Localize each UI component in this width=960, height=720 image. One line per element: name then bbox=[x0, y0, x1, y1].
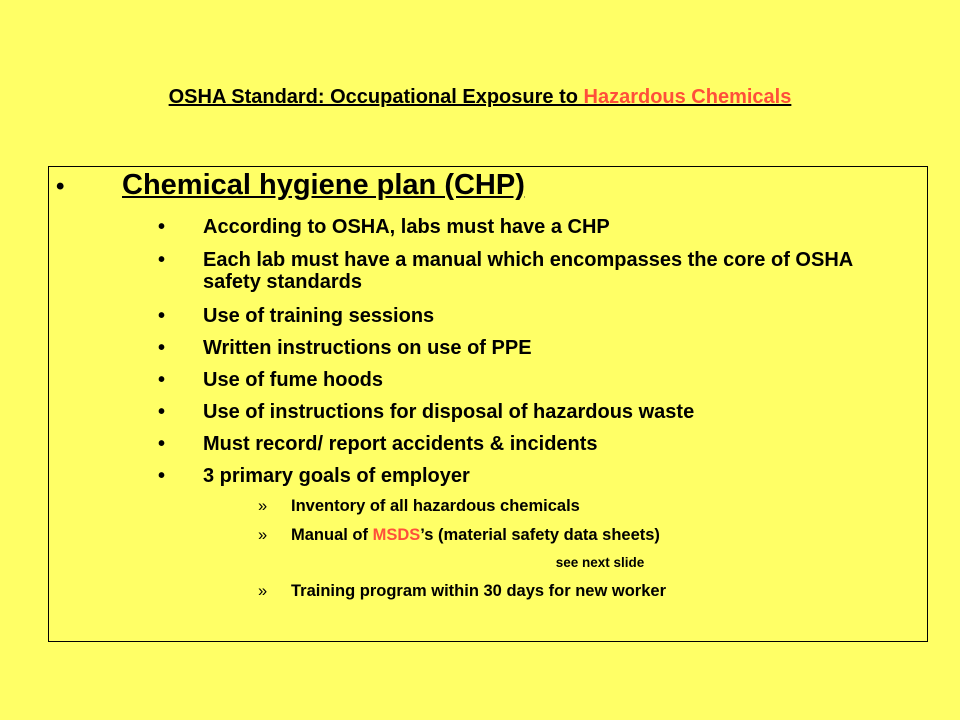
list-item bbox=[158, 337, 878, 359]
sub-list-item-text bbox=[291, 526, 898, 545]
list-item bbox=[158, 216, 878, 238]
bullet: • bbox=[158, 433, 166, 455]
list-item-text: Use of training sessions bbox=[203, 305, 435, 327]
slide-title-highlight: Hazardous Chemicals bbox=[583, 86, 792, 108]
sub-list-item-text: Inventory of all hazardous chemicals bbox=[291, 497, 580, 515]
list-item bbox=[158, 369, 878, 391]
heading-text: Chemical hygiene plan (CHP) bbox=[122, 169, 525, 201]
list-item bbox=[158, 249, 878, 293]
list-item-text: Must record/ report accidents & incidents bbox=[203, 433, 598, 455]
bullet: • bbox=[158, 249, 166, 271]
heading-bullet: • bbox=[56, 173, 65, 200]
list-item-text: According to OSHA, labs must have a CHP bbox=[203, 216, 610, 238]
sub-bullet: » bbox=[258, 526, 268, 544]
list-item-text: Use of fume hoods bbox=[203, 369, 384, 391]
sub-bullet: » bbox=[258, 497, 268, 515]
bullet: • bbox=[158, 465, 166, 487]
sub-list-item bbox=[258, 526, 898, 545]
section-heading bbox=[56, 169, 525, 202]
see-next-slide-note: see next slide bbox=[555, 555, 645, 570]
bullet: • bbox=[158, 216, 166, 238]
list-item-text: Written instructions on use of PPE bbox=[203, 337, 532, 359]
sub-bullet: » bbox=[258, 582, 268, 600]
manual-prefix: Manual of bbox=[291, 526, 373, 544]
bullet: • bbox=[158, 369, 166, 391]
list-item bbox=[158, 305, 878, 327]
sub-list-item bbox=[258, 582, 898, 601]
bullet: • bbox=[158, 305, 166, 327]
manual-suffix: ’s (material safety data sheets) bbox=[420, 526, 660, 544]
slide-title-prefix: OSHA Standard: Occupational Exposure to bbox=[168, 86, 584, 108]
sub-list-item bbox=[258, 497, 898, 516]
slide-title bbox=[0, 86, 960, 109]
sub-list-item-text: Training program within 30 days for new worker bbox=[291, 582, 666, 600]
list-item-text: Use of instructions for disposal of hazardous waste bbox=[203, 401, 695, 423]
bullet: • bbox=[158, 401, 166, 423]
list-item-text: Each lab must have a manual which encompasses the core of OSHA safety standards bbox=[203, 249, 853, 293]
msds-highlight: MSDS bbox=[372, 526, 421, 544]
list-item bbox=[158, 401, 878, 423]
bullet: • bbox=[158, 337, 166, 359]
list-item bbox=[158, 433, 878, 455]
list-item bbox=[158, 465, 878, 487]
list-item-text: 3 primary goals of employer bbox=[203, 465, 470, 487]
